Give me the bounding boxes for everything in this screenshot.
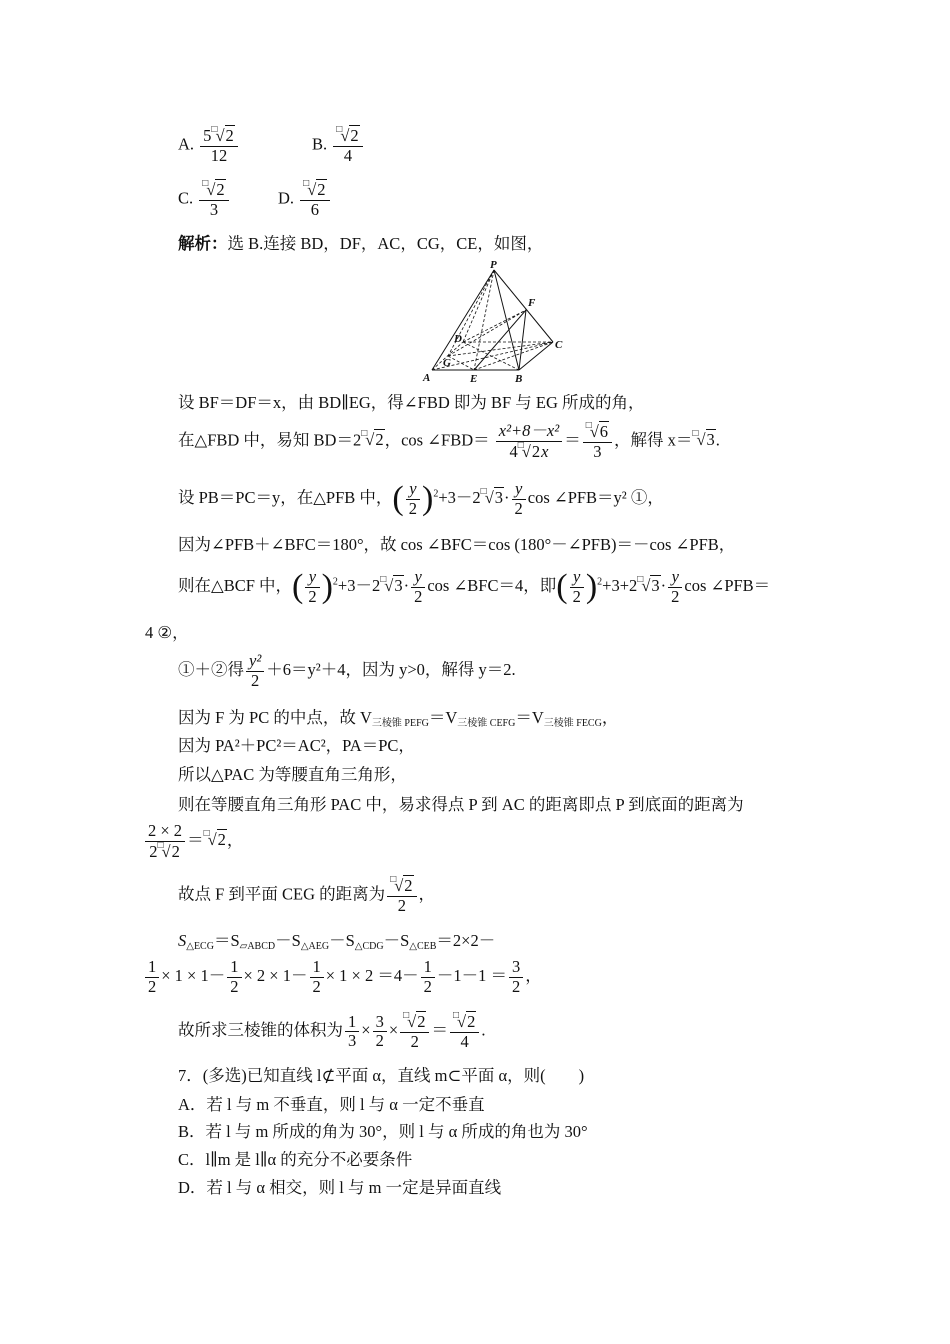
label-g: G — [443, 357, 451, 369]
option-a-fraction: $\frac{5^□√2}{12}$ — [200, 126, 238, 165]
option-b: B. $\frac{^□√2}{4}$ — [312, 126, 365, 165]
label-d: D — [454, 333, 462, 345]
option-d: D. $\frac{^□√2}{6}$ — [278, 180, 332, 219]
line-12: $\frac{2 \times 2}{2^□√2}$ ＝□√2， — [143, 822, 243, 861]
line-15: $\frac{1}{2}$ × 1 × 1－ $\frac{1}{2}$ × 2 × 1－ $\frac{1}{2}$ × 1 × 2 ＝4－ $\frac{1}{2}$ －1－1 ＝ $\frac{3}{2}$ ， — [143, 958, 542, 996]
line-1: 设 BF＝DF＝x，由 BD∥EG，得∠FBD 即为 BF 与 EG 所成的角， — [178, 393, 645, 412]
line-4: 因为∠PFB＋∠BFC＝180°，故 cos ∠BFC＝cos (180°－∠PFB)＝－cos ∠PFB， — [178, 535, 736, 554]
line-9: 因为 PA²＋PC²＝AC²，PA＝PC， — [178, 736, 415, 755]
label-c: C — [555, 339, 563, 351]
line-10: 所以△PAC 为等腰直角三角形， — [178, 765, 407, 784]
question-7-option-b: B．若 l 与 m 所成的角为 30°，则 l 与 α 所成的角也为 30° — [178, 1122, 588, 1141]
label-b: B — [515, 373, 523, 385]
line-2: 在△FBD 中，易知 BD＝2□√2，cos ∠FBD＝ $\frac{\text{x²+8－x²}}{4^□√2x}$ ＝ $\frac{^□√6}{3}$ ，解得 x＝□√3. — [178, 420, 720, 461]
solution-label: 解析： — [178, 234, 228, 253]
question-7-option-a: A．若 l 与 m 不垂直，则 l 与 α 一定不垂直 — [178, 1095, 485, 1114]
line-5: 则在△BCF 中，( $\frac{y}{2}$ )$^2$+3－2□√3· $\frac{y}{2}$ cos ∠BFC＝4，即( $\frac{y}{2}$ )$^2$+3+2□√3· $\frac{y}{2}$ cos ∠PFB＝ — [178, 567, 771, 606]
label-f: F — [528, 297, 536, 309]
label-e: E — [470, 373, 478, 385]
line-6: 4 ②， — [145, 623, 189, 642]
line-11: 则在等腰直角三角形 PAC 中，易求得点 P 到 AC 的距离即点 P 到底面的距离为 — [178, 795, 744, 814]
solution-intro: 解析：选 B.连接 BD，DF，AC，CG，CE，如图， — [178, 234, 544, 253]
option-a: A. $\frac{5^□√2}{12}$ — [178, 126, 240, 165]
line-7: ①＋②得 $\frac{\text{y²}}{2}$ ＋6＝y²＋4，因为 y>0，解得 y＝2. — [178, 651, 516, 690]
line-8: 因为 F 为 PC 的中点，故 $V_{三棱锥 PEFG}=V_{三棱锥 CEFG}=V_{三棱锥 FECG}$， — [178, 708, 619, 729]
question-7-option-d: D．若 l 与 α 相交，则 l 与 m 一定是异面直线 — [178, 1178, 502, 1197]
line-14: $S_{\triangle ECG}=S_{▱ABCD}-S_{\triangle AEG}-S_{\triangle CDG}-S_{\triangle CEB}=2\times 2-$ — [178, 931, 496, 952]
line-13: 故点 F 到平面 CEG 的距离为 $\frac{^□√2}{2}$ ， — [178, 874, 436, 915]
label-p: P — [490, 259, 497, 271]
question-7-option-c: C．l∥m 是 l∥α 的充分不必要条件 — [178, 1150, 413, 1169]
question-7-stem: 7．(多选)已知直线 l⊄平面 α，直线 m⊂平面 α，则( ) — [178, 1066, 585, 1085]
line-3: 设 PB＝PC＝y，在△PFB 中，( $\frac{y}{2}$ )$^2$+3－2□√3· $\frac{y}{2}$ cos ∠PFB＝y² ①， — [178, 479, 664, 518]
label-a: A — [423, 372, 431, 384]
option-c: C. $\frac{^□√2}{3}$ — [178, 180, 231, 219]
line-16: 故所求三棱锥的体积为 $\frac{1}{3}$ × $\frac{3}{2}$ × $\frac{^□√2}{2}$ ＝ $\frac{^□√2}{4}$ . — [178, 1010, 486, 1051]
pyramid-figure — [418, 258, 568, 388]
